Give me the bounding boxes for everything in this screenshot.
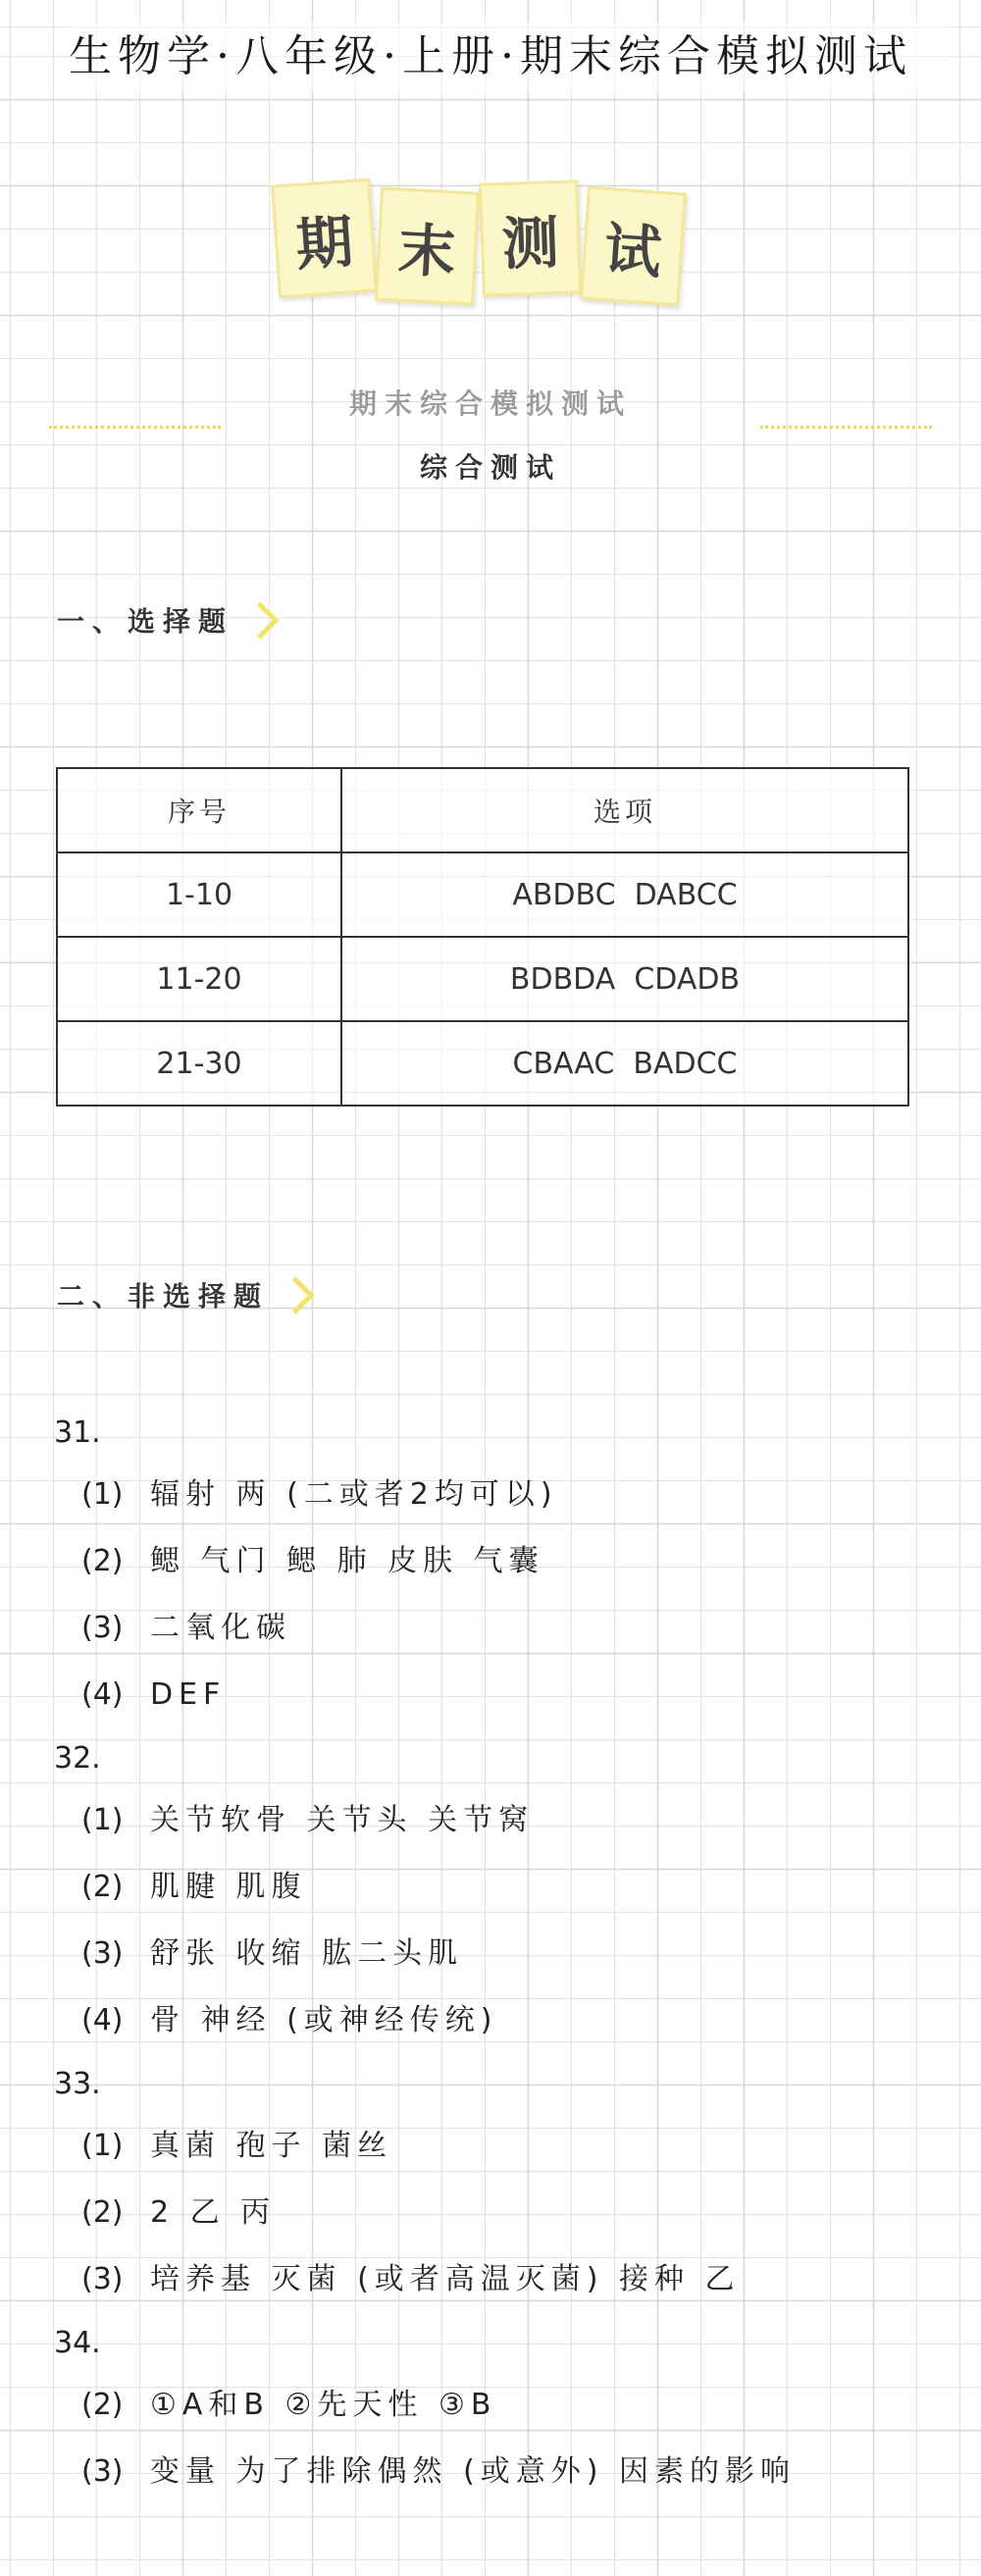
- table-row: [57, 937, 908, 1021]
- part-label: (1): [81, 2129, 124, 2163]
- table-cell-range: 1-10: [57, 852, 341, 937]
- question-part: [54, 1462, 937, 1528]
- question-part: [54, 1987, 937, 2054]
- chevron-right-icon: [277, 1276, 314, 1314]
- part-label: (2): [81, 2195, 124, 2230]
- part-answer: 变量 为了排除偶然 (或意外) 因素的影响: [150, 2454, 797, 2489]
- table-row: [57, 1021, 908, 1106]
- part-answer: 肌腱 肌腹: [150, 1870, 307, 1904]
- part-label: (4): [81, 2003, 124, 2037]
- question-part: [54, 1854, 937, 1921]
- question-number: 32.: [54, 1741, 101, 1776]
- part1-heading: [57, 600, 274, 640]
- part-answer: 真菌 孢子 菌丝: [150, 2129, 393, 2163]
- subtitle-row: [49, 383, 932, 432]
- part-answer: DEF: [150, 1677, 227, 1712]
- question-part: [54, 1528, 937, 1595]
- part-label: (3): [81, 2262, 124, 2296]
- question-part: [54, 2246, 937, 2313]
- question-part: [54, 2180, 937, 2246]
- chevron-right-icon: [241, 601, 279, 639]
- part-answer: 骨 神经 (或神经传统): [150, 2003, 498, 2037]
- table-row: [57, 852, 908, 937]
- part-label: (2): [81, 1870, 124, 1904]
- table-header: 序号: [57, 768, 341, 852]
- part-label: (4): [81, 1677, 124, 1712]
- part-label: (2): [81, 2388, 124, 2422]
- part-label: (3): [81, 1611, 124, 1645]
- part-answer: 二氧化碳: [150, 1611, 291, 1645]
- page-title: 生物学·八年级·上册·期末综合模拟测试: [69, 22, 952, 92]
- part-answer: 辐射 两 (二或者2均可以): [150, 1477, 558, 1512]
- decorative-line: [760, 426, 932, 429]
- question-number: 31.: [54, 1416, 101, 1450]
- part-answer: 关节软骨 关节头 关节窝: [150, 1803, 535, 1837]
- banner-char: 试: [580, 186, 687, 307]
- question-part: [54, 2439, 937, 2505]
- part-label: (2): [81, 1544, 124, 1578]
- banner-char: 测: [479, 180, 582, 296]
- subtitle: 期末综合模拟测试: [348, 387, 632, 420]
- part-label: (3): [81, 2454, 124, 2489]
- part-answer: 2 乙 丙: [150, 2195, 277, 2230]
- part2-heading: [57, 1275, 309, 1314]
- question-part: [54, 1595, 937, 1662]
- question-part: [54, 2372, 937, 2439]
- question-part: [54, 1921, 937, 1987]
- table-cell-range: 21-30: [57, 1021, 341, 1106]
- part-label: (1): [81, 1803, 124, 1837]
- question-number: 34.: [54, 2326, 101, 2360]
- part2-heading-text: 二、非选择题: [57, 1280, 270, 1313]
- part-answer: ①A和B ②先天性 ③B: [150, 2388, 497, 2422]
- part-answer: 舒张 收缩 肱二头肌: [150, 1936, 464, 1971]
- answer-table: [56, 767, 909, 1107]
- table-cell-answers: ABDBC DABCC: [341, 852, 908, 937]
- table-header-row: [57, 768, 908, 852]
- banner-char: 期: [271, 179, 378, 299]
- banner: [275, 181, 687, 309]
- question-part: [54, 2113, 937, 2180]
- table-cell-answers: CBAAC BADCC: [341, 1021, 908, 1106]
- part-label: (1): [81, 1477, 124, 1512]
- part-answer: 鳃 气门 鳃 肺 皮肤 气囊: [150, 1544, 544, 1578]
- answers-list: [54, 1403, 937, 2505]
- section-title: 综合测试: [419, 451, 561, 484]
- question-part: [54, 1662, 937, 1728]
- table-cell-answers: BDBDA CDADB: [341, 937, 908, 1021]
- table-cell-range: 11-20: [57, 937, 341, 1021]
- decorative-line: [49, 426, 221, 429]
- question-part: [54, 1787, 937, 1854]
- part-answer: 培养基 灭菌 (或者高温灭菌) 接种 乙: [150, 2262, 741, 2296]
- part-label: (3): [81, 1936, 124, 1971]
- banner-char: 末: [375, 186, 480, 305]
- question-number: 33.: [54, 2067, 101, 2101]
- part1-heading-text: 一、选择题: [57, 605, 234, 638]
- table-header: 选项: [341, 768, 908, 852]
